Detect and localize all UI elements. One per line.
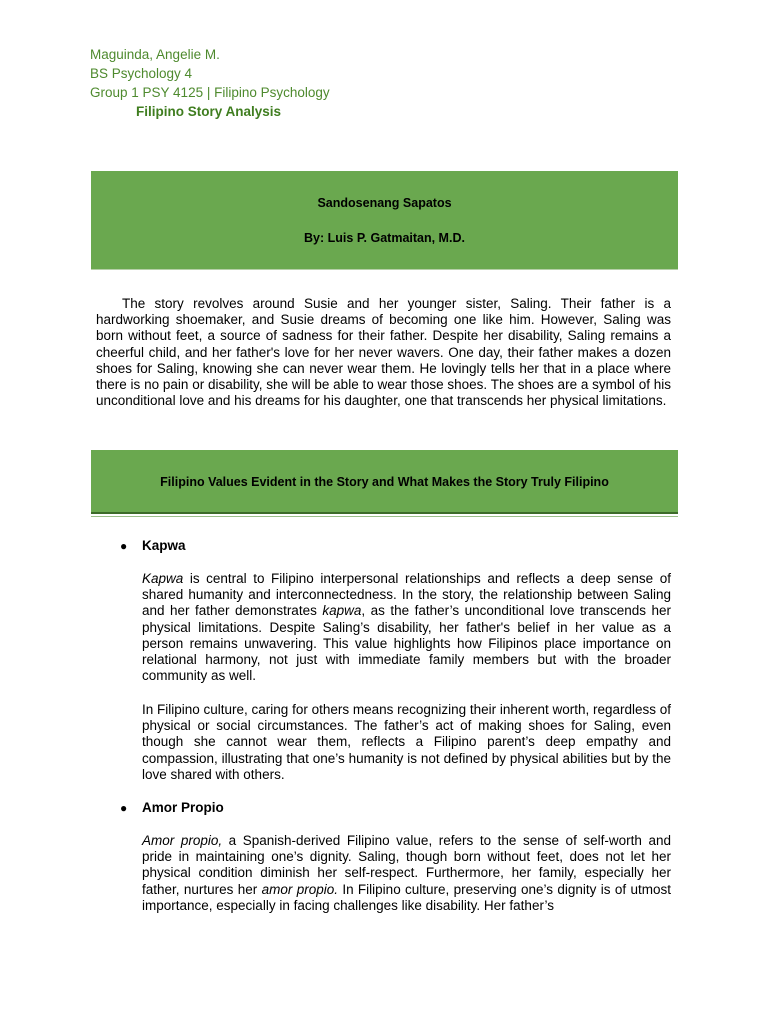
section-title: Amor Propio [142,800,224,815]
section-heading-kapwa [120,538,186,553]
amor-text-b: In Filipino culture, preserving one’s dignity is of utmost importance, especially in facing challenges like disability. Her father’s [142,881,671,913]
program-label: BS Psychology 4 [90,66,193,81]
story-title-banner [91,171,678,270]
story-summary: The story revolves around Susie and her younger sister, Saling. Their father is a hardworking shoemaker, and Susie dreams of becoming one like him. However, Saling was born without feet, a source of sadness for their father. Despite her disability, Saling remains a cheerful child, and her father's love for her never wavers. One day, their father makes a dozen shoes for Saling, knowing she can never wear them. He lovingly tells her that in a place where there is no pain or disability, she will be able to wear those shoes. The shoes are a symbol of his unconditional love and his dreams for his daughter, one that transcends her physical limitations. [96,296,671,409]
values-heading: Filipino Values Evident in the Story and What Makes the Story Truly Filipino [160,475,609,489]
story-title: Sandosenang Sapatos [317,196,452,210]
document-type: Filipino Story Analysis [136,104,282,119]
kapwa-paragraph-2: In Filipino culture, caring for others means recognizing their inherent worth, regardless of physical or social circumstances. The father’s act of making shoes for Saling, even though she cannot wear them, reflects a Filipino parent’s deep empathy and compassion, illustrating that one’s humanity is not defined by physical abilities but by the love shared with others. [142,702,672,782]
kapwa-paragraph-1 [142,571,671,684]
amor-propio-paragraph-1 [142,833,671,914]
term-kapwa-2: kapwa [322,603,362,619]
bullet-icon: ● [120,539,128,553]
term-amor-propio-2: amor propio. [261,881,338,897]
author-name: Maguinda, Angelie M. [90,47,220,62]
term-amor-propio: Amor propio, [142,833,223,848]
document-header [90,45,330,121]
story-byline: By: Luis P. Gatmaitan, M.D. [304,231,465,245]
bullet-icon: ● [120,801,128,815]
kapwa-text-a: is central to Filipino interpersonal relationships and reflects a deep sense of shared humanity and interconnectedness. In the story, the relationship between Saling and her father demonstrates [142,571,671,619]
term-kapwa: Kapwa [142,571,184,586]
section-title: Kapwa [142,538,186,553]
kapwa-text-b: , as the father’s unconditional love transcends her physical limitations. Despite Saling’s disability, her father's belief in her value as a person remains unwavering. This value highlights how Filipinos place importance on relational harmony, not just with immediate family members but with the broader community as well. [142,603,671,684]
section-heading-amor-propio [120,800,224,815]
amor-text-a: a Spanish-derived Filipino value, refers to the sense of self-worth and pride in maintaining one’s dignity. Saling, though born without feet, does not let her physical condition diminish her self-respect. Furthermore, her family, especially her father, nurtures her [142,833,671,897]
values-heading-banner [91,450,678,514]
course-label: Group 1 PSY 4125 | Filipino Psychology [90,85,330,100]
